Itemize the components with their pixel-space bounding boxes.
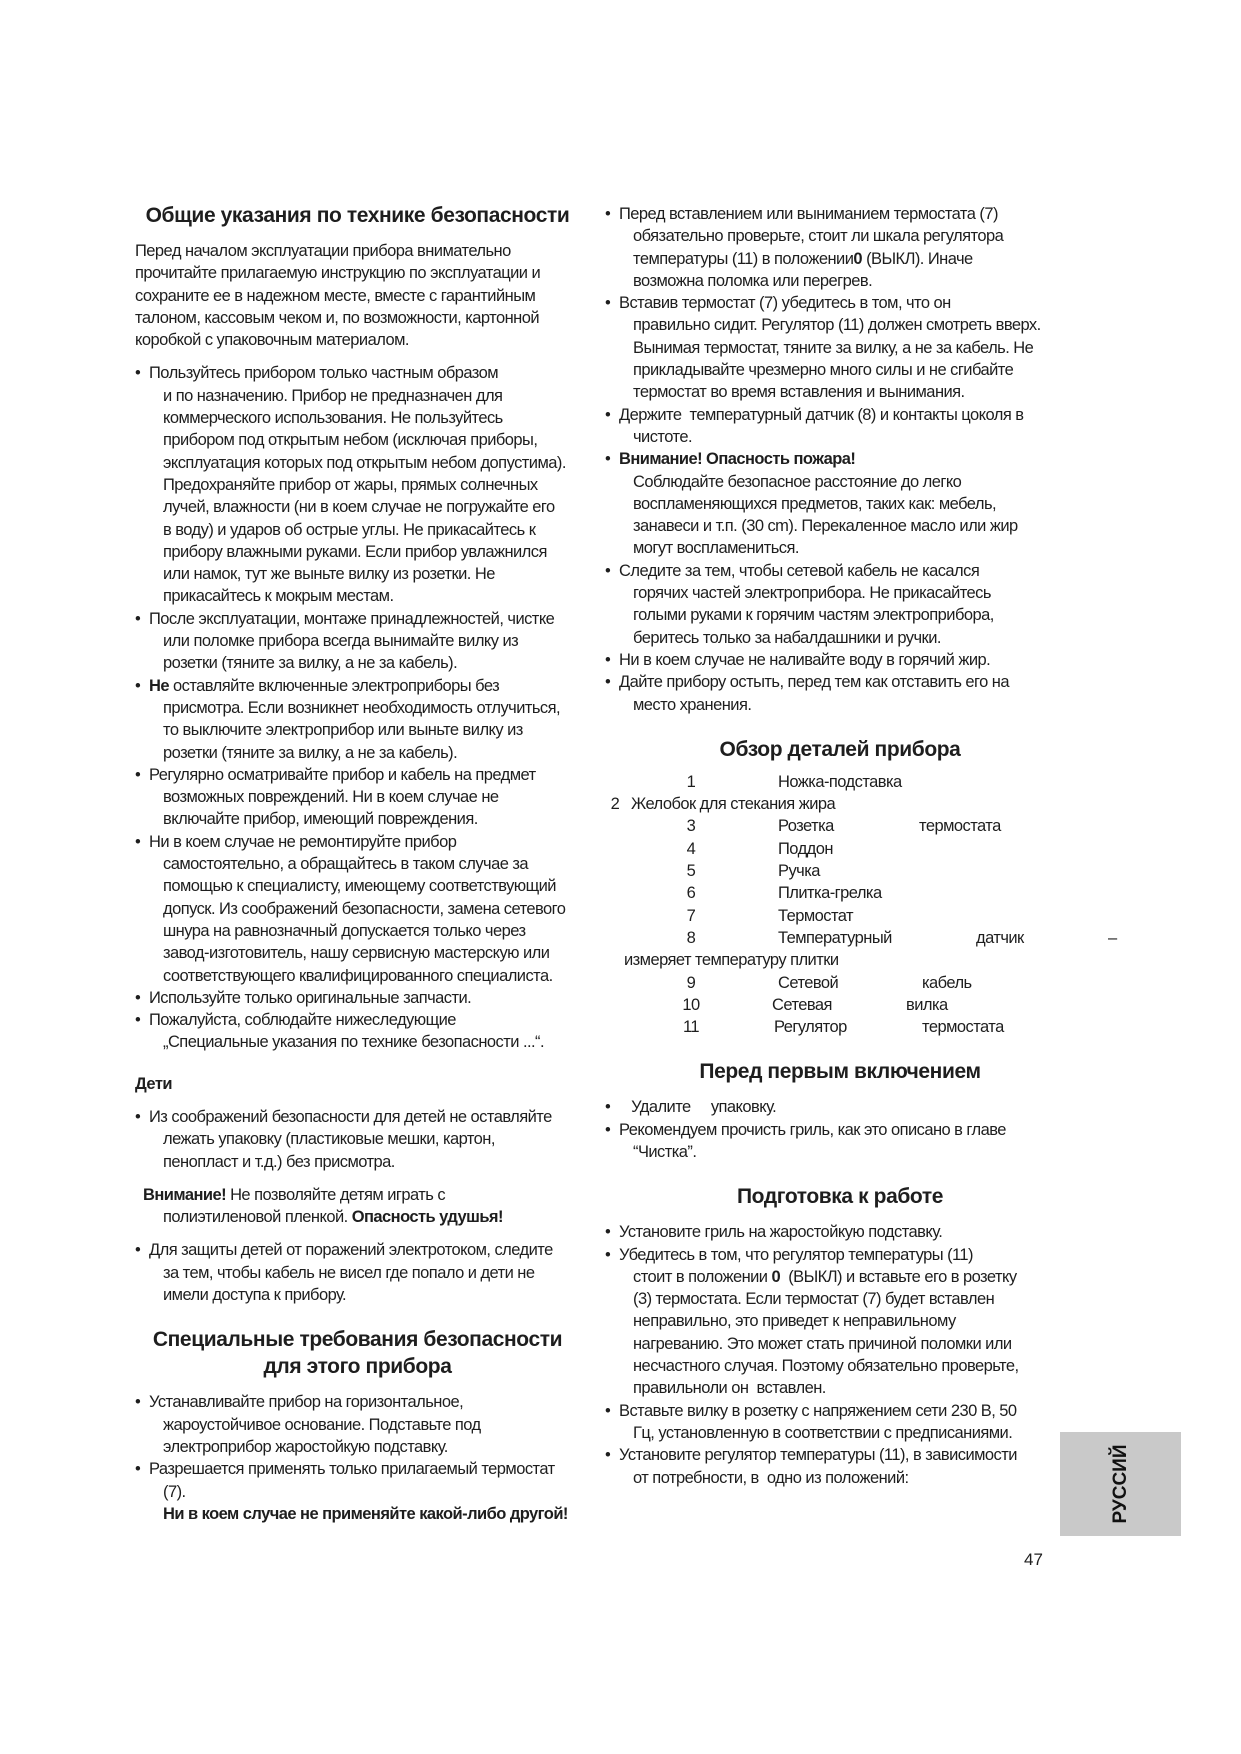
parts-row [605,994,1075,1016]
list-item: • Для защиты детей от поражений электротоком, следите за тем, чтобы кабель не висел где попало и дети не имели доступа к прибору. [135,1239,580,1306]
part-name-suffix: термостата [922,1018,1004,1037]
bold-text: 0 [853,249,863,268]
bullet-list [135,1391,580,1525]
part-name-suffix: кабель [922,973,972,992]
list-item: • Используйте только оригинальные запчасти. [135,987,580,1009]
part-number: 6 [686,884,696,903]
list-item: • Следите за тем, чтобы сетевой кабель не касался горячих частей электроприбора. Не прикасайтесь голыми руками к горячим частям электроприбора, беритесь только за набалдашники и ручки. [605,560,1075,649]
part-name-suffix: термостата [919,817,1001,836]
part-dash: – [1108,928,1117,947]
bullet-list [135,1106,580,1173]
list-item: • Вставив термостат (7) убедитесь в том, что он правильно сидит. Регулятор (11) должен смотреть вверх. Вынимая термостат, тяните за вилку, а не за кабель. Не прикладывайте чрезмерно много силы и не сгибайте термостат во время вставления и вынимания. [605,292,1075,403]
list-item: • Держите температурный датчик (8) и контакты цоколя в чистоте. [605,404,1075,449]
parts-row [605,793,1075,815]
part-number: 5 [686,862,696,881]
bullet-list [135,1239,580,1306]
part-number: 11 [682,1018,700,1037]
list-item: • Устанавливайте прибор на горизонтальное, жароустойчивое основание. Подставьте под электроприбор жаростойкую подставку. [135,1391,580,1458]
part-number: 10 [682,995,700,1014]
bold-text: Не [149,676,169,695]
list-item: • Пользуйтесь прибором только частным образом и по назначению. Прибор не предназначен для коммерческого использования. Не пользуйтесь прибором под открытым небом (исключая приборы, эксплуатация которых под открытым небом допустима). Предохраняйте прибор от жары, прямых солнечных лучей, влажности (ни в коем случае не погружайте его в воду) и ударов об острые углы. Не прикасайтесь к прибору влажными руками. Если прибор увлажнился или намок, тут же выньте вилку из розетки. Не прикасайтесь к мокрым местам. [135,362,580,607]
part-number: 8 [686,928,696,947]
list-item: • Ни в коем случае не ремонтируйте прибор самостоятельно, а обращайтесь в таком случае за помощью к специалисту, имеющему соответствующий допуск. Из соображений безопасности, замена сетевого шнура на равнозначный допускается только через завод-изготовитель, нашу сервисную мастерскую или соответствующего квалифицированного специалиста. [135,831,580,987]
list-item: • Не оставляйте включенные электроприборы без присмотра. Если возникнет необходимость отлучиться, то выключите электроприбор или выньте вилку из розетки (тяните за вилку, а не за кабель). [135,675,580,764]
section-heading: Обзор деталей прибора [719,737,961,761]
part-name-suffix: вилка [906,995,948,1014]
part-name: Ножка-подставка [778,772,902,791]
part-name-suffix: датчик [976,928,1024,947]
list-item: • Пожалуйста, соблюдайте нижеследующие „Специальные указания по технике безопасности ...“. [135,1009,580,1054]
parts-row [605,838,1075,860]
part-name: Желобок для стекания жира [631,795,836,814]
part-number: 2 [610,795,620,814]
left-column [135,202,580,1525]
part-name: Регулятор [774,1018,847,1037]
part-name: Термостат [778,906,854,925]
section-heading: Перед первым включением [699,1060,981,1084]
list-item: • Вставьте вилку в розетку с напряжением сети 230 В, 50 Гц, установленную в соответствии с предписаниями. [605,1400,1075,1445]
part-name: Поддон [778,839,833,858]
bold-text: Опасность удушья! [351,1208,503,1227]
list-item: • Установите гриль на жаростойкую подставку. [605,1221,1075,1243]
bold-text: 0 [771,1267,781,1286]
parts-row [605,882,1075,904]
bullet-list [135,362,580,1053]
right-column [605,203,1117,1489]
subsection-heading: Дети [135,1074,172,1093]
list-item: • Разрешается применять только прилагаемый термостат (7). Ни в коем случае не применяйте какой-либо другой! [135,1458,580,1525]
list-item: • Ни в коем случае не наливайте воду в горячий жир. [605,649,1075,671]
list-item: • Убедитесь в том, что регулятор температуры (11) стоит в положении 0 (ВЫКЛ) и вставьте его в розетку (3) термостата. Если термостат (7) будет вставлен неправильно, это приведет к неправильному нагреванию. Это может стать причиной поломки или несчастного случая. Поэтому обязательно проверьте, правильноли он вставлен. [605,1244,1075,1400]
parts-row [605,815,1075,837]
parts-row [605,905,1075,927]
bold-text: Внимание! [143,1185,227,1204]
bullet-list [605,1221,1075,1489]
list-item: • Внимание! Опасность пожара! Соблюдайте безопасное расстояние до легко воспламеняющихся предметов, таких как: мебель, занавеси и т.п. (30 cm). Перекаленное масло или жир могут воспламениться. [605,448,1075,559]
list-item: • Из соображений безопасности для детей не оставляйте лежать упаковку (пластиковые мешки, картон, пенопласт и т.д.) без присмотра. [135,1106,580,1173]
part-name: Плитка-грелка [778,884,882,903]
section-heading: Общие указания по технике безопасности [145,204,570,227]
list-item: • Дайте прибору остыть, перед тем как отставить его на место хранения. [605,671,1075,716]
bold-text: Внимание! Опасность пожара! [619,450,856,469]
page-number: 47 [1024,1550,1043,1569]
parts-row [605,949,1075,971]
part-number: 9 [686,973,696,992]
list-item: • Перед вставлением или выниманием термостата (7) обязательно проверьте, стоит ли шкала регулятора температуры (11) в положении0 (ВЫКЛ). Иначе возможна поломка или перегрев. [605,203,1075,292]
part-number: 7 [686,906,696,925]
part-number: 1 [686,772,696,791]
language-tab-label: РУССИЙ [1109,1444,1131,1524]
warning-note: Внимание! Не позволяйте детям играть с полиэтиленовой пленкой. Опасность удушья! [143,1185,503,1227]
section-heading: Подготовка к работе [736,1185,943,1209]
part-name: Розетка [778,817,834,836]
part-number: 3 [686,817,696,836]
part-name: Ручка [778,862,820,881]
part-name: Сетевой [778,973,839,992]
bullet-list [605,203,1075,716]
list-item: • Удалите упаковку. [605,1096,1075,1118]
part-name: Сетевая [772,995,832,1014]
parts-list [605,771,1117,1039]
part-name: Температурный [778,928,892,947]
parts-row [605,972,1075,994]
list-item: • Регулярно осматривайте прибор и кабель на предмет возможных повреждений. Ни в коем случае не включайте прибор, имеющий повреждения. [135,764,580,831]
list-item: • После эксплуатации, монтаже принадлежностей, чистке или поломке прибора всегда вынимайте вилку из розетки (тяните за вилку, а не за кабель). [135,608,580,675]
parts-row [605,771,1075,793]
list-item: • Рекомендуем прочисть гриль, как это описано в главе “Чистка”. [605,1119,1075,1164]
parts-row [605,860,1075,882]
parts-row [605,927,1117,949]
language-tab [1060,1432,1181,1536]
section-heading: Специальные требования безопасности для этого прибора [152,1328,563,1379]
bullet-list [605,1096,1075,1163]
parts-row [605,1016,1075,1038]
part-number: 4 [686,839,696,858]
bold-text: Ни в коем случае не применяйте какой-либо другой! [163,1504,568,1523]
list-item: • Установите регулятор температуры (11), в зависимости от потребности, в одно из положений: [605,1444,1075,1489]
part-description: измеряет температуру плитки [624,951,839,970]
paragraph: Перед началом эксплуатации прибора внимательно прочитайте прилагаемую инструкцию по эксплуатации и сохраните ее в надежном месте, вместе с гарантийным талоном, кассовым чеком и, по возможности, картонной коробкой с упаковочным материалом. [135,242,541,350]
